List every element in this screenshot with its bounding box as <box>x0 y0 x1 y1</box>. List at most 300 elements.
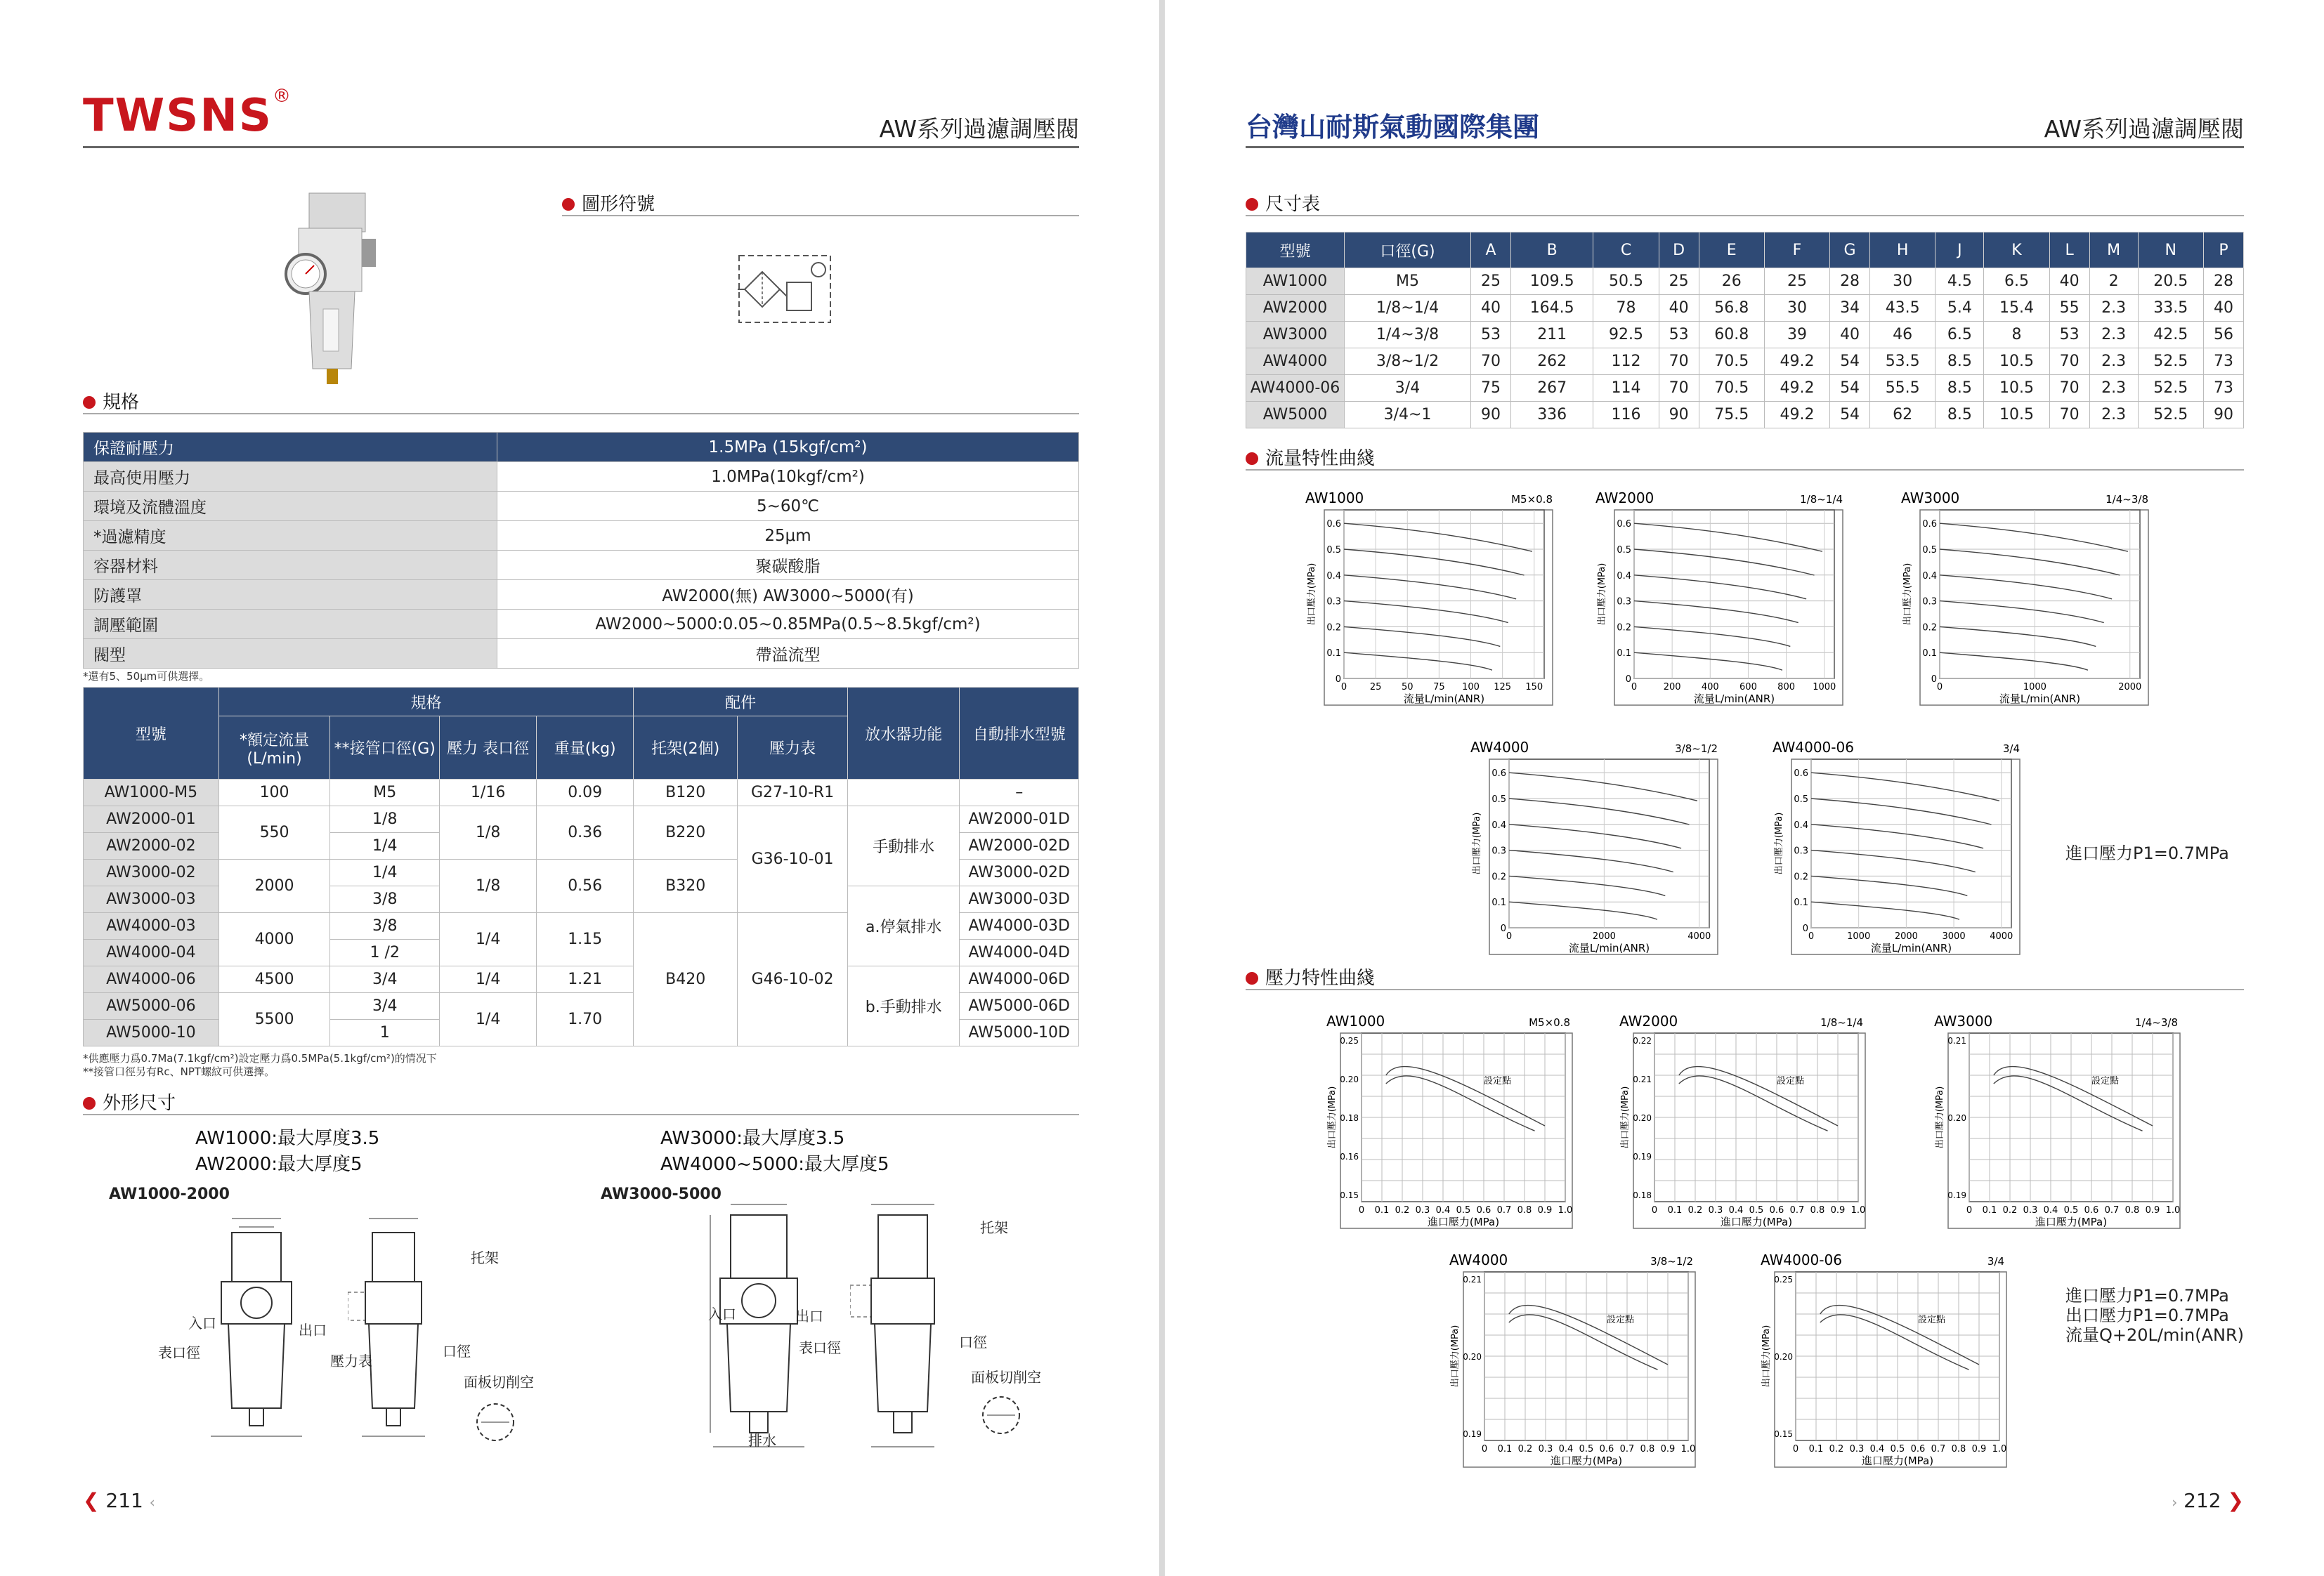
dim-col-header: H <box>1870 232 1935 268</box>
spec-table <box>83 432 1079 669</box>
x-tick-label: 125 <box>1494 682 1512 692</box>
x-tick-label: 1000 <box>1813 682 1836 692</box>
outline-rule <box>83 1114 1079 1115</box>
y-tick-label: 0.19 <box>1463 1429 1482 1439</box>
drawing-label-1: AW1000-2000 <box>109 1186 230 1203</box>
dim-cell: 40 <box>2049 268 2089 295</box>
flow-curve <box>1509 773 1697 801</box>
x-tick-label: 1.0 <box>1680 1444 1696 1454</box>
spec-value: 5~60℃ <box>497 492 1079 521</box>
spec-value: AW2000~5000:0.05~0.85MPa(0.5~8.5kgf/cm²) <box>497 610 1079 639</box>
panel-hole-icon <box>980 1394 1022 1436</box>
dim-col-header: C <box>1593 232 1659 268</box>
pressure-curve <box>1386 1076 1535 1131</box>
label-bracket-2: 托架 <box>980 1219 1008 1236</box>
y-tick-label: 0 <box>1931 674 1937 685</box>
cell-flow: 4000 <box>218 913 330 966</box>
cell-model: AW4000-03 <box>84 913 219 940</box>
y-tick-label: 0.2 <box>1617 622 1631 633</box>
cell-gauge-port: 1/4 <box>440 993 537 1046</box>
x-tick-label: 0.6 <box>1910 1444 1926 1454</box>
dim-heading: 尺寸表 <box>1246 190 1320 216</box>
y-axis-label: 出口壓力(MPa) <box>1472 812 1482 875</box>
dim-cell: AW4000-06 <box>1246 375 1345 402</box>
chart-frame <box>1340 1033 1572 1228</box>
dim-col-header: A <box>1471 232 1511 268</box>
pressure-chart-aw3000 <box>1931 1008 2183 1236</box>
y-tick-label: 0.6 <box>1922 519 1937 530</box>
dim-cell: 70 <box>1659 348 1699 375</box>
dim-col-header: P <box>2203 232 2243 268</box>
spec-row <box>84 610 1079 639</box>
cell-auto: AW2000-02D <box>960 833 1079 860</box>
dim-col-header: D <box>1659 232 1699 268</box>
cell-model: AW4000-06 <box>84 966 219 993</box>
dim-cell: 1/4~3/8 <box>1345 322 1471 348</box>
y-tick-label: 0.20 <box>1463 1352 1482 1362</box>
brand-logo: TWSNS® <box>83 86 292 142</box>
y-tick-label: 0.21 <box>1463 1275 1482 1285</box>
thickness-aw4000: AW4000~5000:最大厚度5 <box>660 1154 889 1175</box>
pressure-chart-title: AW1000 <box>1326 1013 1385 1030</box>
chart-frame <box>1614 510 1843 705</box>
dim-cell: 2.3 <box>2089 402 2138 428</box>
y-tick-label: 0.6 <box>1617 519 1631 530</box>
dim-cell: 3/4 <box>1345 375 1471 402</box>
spec-value: 1.0MPa(10kgf/cm²) <box>497 462 1079 492</box>
x-tick-label: 0 <box>1340 682 1347 692</box>
x-tick-label: 0.8 <box>1951 1444 1966 1454</box>
cell-port: 1/8 <box>330 806 440 833</box>
x-tick-label: 0.5 <box>1890 1444 1905 1454</box>
x-tick-label: 0 <box>1506 931 1513 942</box>
flow-curve <box>1509 876 1665 895</box>
table-row <box>84 806 1079 833</box>
y-axis-label: 出口壓力(MPa) <box>1620 1086 1631 1149</box>
x-tick-label: 0.6 <box>2084 1205 2099 1216</box>
flow-curve <box>1634 575 1806 599</box>
dim-cell: 50.5 <box>1593 268 1659 295</box>
dim-cell: 60.8 <box>1699 322 1764 348</box>
x-tick-label: 50 <box>1401 682 1414 692</box>
dim-cell: AW1000 <box>1246 268 1345 295</box>
y-tick-label: 0.19 <box>1633 1152 1652 1162</box>
y-tick-label: 0.5 <box>1794 794 1808 805</box>
pressure-chart-aw4000-06 <box>1757 1247 2010 1475</box>
x-tick-label: 0.7 <box>2104 1205 2120 1216</box>
spec-key: *過濾精度 <box>84 521 497 551</box>
dim-cell: 53 <box>1659 322 1699 348</box>
y-tick-label: 0.15 <box>1774 1429 1793 1439</box>
dim-cell: 112 <box>1593 348 1659 375</box>
thickness-aw1000: AW1000:最大厚度3.5 <box>195 1128 380 1149</box>
spec-value: 1.5MPa (15kgf/cm²) <box>497 433 1079 462</box>
dim-cell: 52.5 <box>2138 402 2203 428</box>
x-tick-label: 0.8 <box>1640 1444 1655 1454</box>
y-tick-label: 0.3 <box>1922 596 1937 608</box>
chart-frame <box>1775 1272 2006 1467</box>
dim-col-header: N <box>2138 232 2203 268</box>
x-tick-label: 0.7 <box>1789 1205 1805 1216</box>
x-tick-label: 0.2 <box>1517 1444 1533 1454</box>
flow-curve <box>1509 799 1690 825</box>
model-table <box>83 687 1079 1046</box>
dim-cell: 114 <box>1593 375 1659 402</box>
dim-col-header: M <box>2089 232 2138 268</box>
dim-cell: 116 <box>1593 402 1659 428</box>
y-tick-label: 0.20 <box>1340 1075 1359 1084</box>
flow-curve <box>1940 626 2096 646</box>
col-acc: 配件 <box>634 688 848 716</box>
y-tick-label: 0.3 <box>1617 596 1631 608</box>
dim-col-header: L <box>2049 232 2089 268</box>
dim-cell: 2.3 <box>2089 322 2138 348</box>
x-tick-label: 4000 <box>1990 931 2013 942</box>
model-note-1: *供應壓力爲0.7Ma(7.1kgf/cm²)設定壓力爲0.5MPa(5.1kgf/cm²)的情况下 <box>83 1052 437 1065</box>
dim-cell: AW3000 <box>1246 322 1345 348</box>
dim-cell: 211 <box>1510 322 1593 348</box>
cell-model: AW4000-04 <box>84 940 219 966</box>
spec-value: 聚碳酸脂 <box>497 551 1079 580</box>
label-inlet-2: 入口 <box>708 1306 736 1322</box>
outline-heading: 外形尺寸 <box>83 1089 176 1115</box>
label-port-1: 口徑 <box>443 1343 471 1360</box>
dim-cell: 70 <box>2049 348 2089 375</box>
x-tick-label: 0.7 <box>1496 1205 1512 1216</box>
x-tick-label: 1.0 <box>1850 1205 1866 1216</box>
dim-cell: 4.5 <box>1935 268 1984 295</box>
header-rule-right <box>1246 146 2244 148</box>
x-tick-label: 0.5 <box>1579 1444 1594 1454</box>
flow-curve <box>1634 549 1815 575</box>
col-auto: 自動排水型號 <box>960 688 1079 780</box>
dim-rule <box>1246 215 2244 216</box>
x-tick-label: 0.6 <box>1599 1444 1614 1454</box>
y-tick-label: 0.1 <box>1617 648 1631 659</box>
product-photo <box>278 190 383 393</box>
col-gauge: 壓力表 <box>738 716 848 780</box>
y-tick-label: 0.1 <box>1794 898 1808 909</box>
flow-curve <box>1940 523 2128 551</box>
spec-key: 保證耐壓力 <box>84 433 497 462</box>
x-tick-label: 0.6 <box>1769 1205 1784 1216</box>
flow-curve <box>1811 799 1992 825</box>
flow-rule <box>1246 469 2244 471</box>
dim-col-header: 型號 <box>1246 232 1345 268</box>
dim-cell: 90 <box>1659 402 1699 428</box>
flow-chart-title: AW4000 <box>1470 739 1529 756</box>
pressure-curve <box>1679 1076 1828 1131</box>
dim-cell: 49.2 <box>1764 348 1829 375</box>
dim-cell: 73 <box>2203 348 2243 375</box>
table-row <box>1246 295 2244 322</box>
left-page <box>0 0 1159 1576</box>
dim-cell: 62 <box>1870 402 1935 428</box>
col-flow: *額定流量(L/min) <box>218 716 330 780</box>
x-tick-label: 0 <box>1631 682 1638 692</box>
spec-key: 防護罩 <box>84 580 497 610</box>
dim-cell: 75.5 <box>1699 402 1764 428</box>
cell-weight: 1.15 <box>537 913 634 966</box>
x-tick-label: 0.8 <box>1810 1205 1825 1216</box>
dim-cell: 55.5 <box>1870 375 1935 402</box>
x-tick-label: 0.3 <box>2023 1205 2038 1216</box>
x-tick-label: 0.9 <box>1537 1205 1553 1216</box>
x-tick-label: 1.0 <box>1992 1444 2007 1454</box>
dim-cell: 5.4 <box>1935 295 1984 322</box>
x-tick-label: 0.1 <box>1497 1444 1513 1454</box>
cell-weight: 1.21 <box>537 966 634 993</box>
dim-cell: 70 <box>2049 375 2089 402</box>
x-tick-label: 0 <box>1808 931 1815 942</box>
flow-chart-aw2000 <box>1592 485 1848 716</box>
cell-flow: 2000 <box>218 860 330 913</box>
chart-frame <box>1920 510 2148 705</box>
flow-curve <box>1509 825 1681 848</box>
col-spec: 規格 <box>218 688 633 716</box>
x-tick-label: 0.4 <box>1558 1444 1574 1454</box>
dim-cell: 49.2 <box>1764 402 1829 428</box>
x-tick-label: 600 <box>1739 682 1757 692</box>
y-axis-label: 出口壓力(MPa) <box>1597 563 1607 626</box>
flow-curve <box>1344 575 1516 599</box>
y-axis-label: 出口壓力(MPa) <box>1307 563 1317 626</box>
label-panel-1: 面板切削空 <box>464 1374 534 1391</box>
dim-cell: 6.5 <box>1935 322 1984 348</box>
flow-curve <box>1811 851 1976 872</box>
x-axis-label: 進口壓力(MPa) <box>1861 1454 1934 1467</box>
label-outlet-1: 出口 <box>299 1322 327 1339</box>
y-tick-label: 0.1 <box>1326 648 1341 659</box>
cell-weight: 0.09 <box>537 780 634 806</box>
y-tick-label: 0.6 <box>1794 768 1808 780</box>
set-point-label: 設定點 <box>1777 1076 1805 1086</box>
dim-cell: 25 <box>1764 268 1829 295</box>
set-point-label: 設定點 <box>2091 1076 2120 1086</box>
cell-auto: AW5000-10D <box>960 1020 1079 1046</box>
y-tick-label: 0.21 <box>1633 1075 1652 1084</box>
spec-value: 25μm <box>497 521 1079 551</box>
x-tick-label: 0.2 <box>2002 1205 2018 1216</box>
y-tick-label: 0.2 <box>1922 622 1937 633</box>
chart-frame <box>1489 759 1718 954</box>
cell-gauge-port: 1/16 <box>440 780 537 806</box>
pressure-chart-port: 1/8~1/4 <box>1820 1016 1863 1029</box>
y-tick-label: 0.2 <box>1326 622 1341 633</box>
set-point-label: 設定點 <box>1484 1076 1512 1086</box>
cell-port: 3/4 <box>330 966 440 993</box>
press-note-2: 出口壓力P1=0.7MPa <box>2065 1306 2229 1325</box>
header-title: AW系列過濾調壓閥 <box>879 115 1079 143</box>
y-tick-label: 0.15 <box>1340 1190 1359 1200</box>
dim-cell: 49.2 <box>1764 375 1829 402</box>
pressure-chart-title: AW4000 <box>1449 1252 1508 1268</box>
x-tick-label: 1.0 <box>2165 1205 2181 1216</box>
dim-cell: 10.5 <box>1984 402 2049 428</box>
cell-drain: a.停氣排水 <box>848 886 960 966</box>
dim-cell: 30 <box>1870 268 1935 295</box>
cell-port: M5 <box>330 780 440 806</box>
x-tick-label: 100 <box>1462 682 1480 692</box>
dim-col-header: K <box>1984 232 2049 268</box>
page-number-left: ❮ 211 ‹ <box>83 1489 155 1512</box>
spec-row <box>84 521 1079 551</box>
y-tick-label: 0 <box>1802 924 1808 934</box>
dim-cell: 2.3 <box>2089 348 2138 375</box>
dim-cell: 1/8~1/4 <box>1345 295 1471 322</box>
cell-port: 3/4 <box>330 993 440 1020</box>
y-axis-label: 出口壓力(MPa) <box>1774 812 1784 875</box>
cell-bracket: B420 <box>634 913 738 1046</box>
col-port: **接管口徑(G) <box>330 716 440 780</box>
flow-chart-aw3000 <box>1898 485 2154 716</box>
dim-cell: 28 <box>1830 268 1870 295</box>
dim-cell: 262 <box>1510 348 1593 375</box>
x-tick-label: 150 <box>1525 682 1543 692</box>
y-tick-label: 0.5 <box>1617 545 1631 556</box>
bullet-icon <box>83 396 96 409</box>
dim-col-header: F <box>1764 232 1829 268</box>
drawing-label-2: AW3000-5000 <box>601 1186 722 1203</box>
x-tick-label: 0.6 <box>1476 1205 1491 1216</box>
label-outlet-2: 出口 <box>795 1308 823 1325</box>
y-tick-label: 0.20 <box>1633 1113 1652 1123</box>
x-tick-label: 0 <box>1966 1205 1973 1216</box>
spec-key: 最高使用壓力 <box>84 462 497 492</box>
x-tick-label: 0.3 <box>1849 1444 1865 1454</box>
dim-cell: 75 <box>1471 375 1511 402</box>
y-tick-label: 0.1 <box>1491 898 1506 909</box>
cell-auto: AW3000-03D <box>960 886 1079 913</box>
dim-cell: 20.5 <box>2138 268 2203 295</box>
y-axis-label: 出口壓力(MPa) <box>1450 1325 1461 1388</box>
header-title-right: AW系列過濾調壓閥 <box>2044 115 2244 143</box>
dim-cell: 54 <box>1830 348 1870 375</box>
x-tick-label: 0.1 <box>1982 1205 1997 1216</box>
chart-frame <box>1948 1033 2180 1228</box>
label-port-2: 口徑 <box>959 1334 987 1351</box>
y-tick-label: 0.4 <box>1794 820 1808 831</box>
dim-cell: 40 <box>1471 295 1511 322</box>
flow-chart-aw4000-06 <box>1769 734 2025 966</box>
dim-cell: 28 <box>2203 268 2243 295</box>
flow-curve <box>1634 626 1790 646</box>
y-tick-label: 0.18 <box>1340 1113 1359 1123</box>
flow-curve <box>1811 876 1967 895</box>
press-note-3: 流量Q+20L/min(ANR) <box>2065 1325 2245 1345</box>
dim-cell: 6.5 <box>1984 268 2049 295</box>
x-axis-label: 流量L/min(ANR) <box>1999 692 2081 705</box>
flow-curve <box>1344 601 1508 623</box>
set-point-label: 設定點 <box>1918 1315 1946 1325</box>
dim-cell: 336 <box>1510 402 1593 428</box>
cell-gauge-port: 1/8 <box>440 806 537 860</box>
flow-note: 進口壓力P1=0.7MPa <box>2065 843 2229 863</box>
spec-row <box>84 580 1079 610</box>
cell-flow: 550 <box>218 806 330 860</box>
spec-value: 帶溢流型 <box>497 639 1079 669</box>
y-tick-label: 0.25 <box>1340 1036 1359 1046</box>
pressure-chart-aw1000 <box>1323 1008 1576 1236</box>
col-model: 型號 <box>84 688 219 780</box>
x-tick-label: 200 <box>1663 682 1681 692</box>
press-heading: 壓力特性曲綫 <box>1246 964 1375 990</box>
cell-model: AW1000-M5 <box>84 780 219 806</box>
dim-cell: 15.4 <box>1984 295 2049 322</box>
y-tick-label: 0.21 <box>1947 1036 1966 1046</box>
table-row <box>1246 322 2244 348</box>
x-tick-label: 1000 <box>1847 931 1871 942</box>
label-drain: 排水 <box>748 1432 776 1449</box>
flow-chart-title: AW2000 <box>1595 490 1654 506</box>
cell-gauge: G46-10-02 <box>738 913 848 1046</box>
y-tick-label: 0.2 <box>1794 872 1808 883</box>
spec-rule <box>83 413 1079 414</box>
dim-cell: 164.5 <box>1510 295 1593 322</box>
cell-bracket: B320 <box>634 860 738 913</box>
cell-drain: b.手動排水 <box>848 966 960 1046</box>
dim-cell: 3/4~1 <box>1345 402 1471 428</box>
pressure-chart-title: AW4000-06 <box>1761 1252 1842 1268</box>
dim-cell: 8.5 <box>1935 375 1984 402</box>
table-row <box>1246 375 2244 402</box>
spec-row <box>84 551 1079 580</box>
label-inlet-1: 入口 <box>188 1315 216 1332</box>
x-tick-label: 0.2 <box>1395 1205 1410 1216</box>
x-tick-label: 0.5 <box>2063 1205 2079 1216</box>
label-gauge-1: 壓力表 <box>330 1353 372 1370</box>
symbol-rule <box>562 215 1079 216</box>
dim-cell: 8 <box>1984 322 2049 348</box>
spec-row <box>84 492 1079 521</box>
label-gauge-port-2: 表口徑 <box>799 1339 841 1356</box>
flow-curve <box>1344 549 1525 575</box>
chart-frame <box>1791 759 2020 954</box>
x-tick-label: 0.1 <box>1374 1205 1390 1216</box>
spec-value: AW2000(無) AW3000~5000(有) <box>497 580 1079 610</box>
chart-frame <box>1324 510 1553 705</box>
col-weight: 重量(kg) <box>537 716 634 780</box>
x-tick-label: 75 <box>1433 682 1445 692</box>
dim-cell: 56 <box>2203 322 2243 348</box>
x-tick-label: 0.4 <box>1435 1205 1451 1216</box>
plot-area <box>1811 759 2011 928</box>
company-name: 台灣山耐斯氣動國際集團 <box>1246 112 1540 143</box>
y-tick-label: 0.20 <box>1947 1113 1966 1123</box>
x-axis-label: 進口壓力(MPa) <box>1550 1454 1623 1467</box>
flow-curve <box>1811 773 1999 801</box>
cell-flow: 5500 <box>218 993 330 1046</box>
flow-curve <box>1940 575 2112 599</box>
y-axis-label: 出口壓力(MPa) <box>1902 563 1913 626</box>
x-axis-label: 流量L/min(ANR) <box>1870 942 1952 954</box>
table-row <box>1246 268 2244 295</box>
y-tick-label: 0 <box>1625 674 1631 685</box>
cell-model: AW2000-02 <box>84 833 219 860</box>
flow-heading: 流量特性曲綫 <box>1246 444 1375 470</box>
x-tick-label: 1.0 <box>1558 1205 1573 1216</box>
y-tick-label: 0.3 <box>1491 846 1506 857</box>
x-axis-label: 進口壓力(MPa) <box>1427 1216 1500 1228</box>
flow-curve <box>1344 626 1500 646</box>
cell-model: AW5000-10 <box>84 1020 219 1046</box>
y-tick-label: 0.3 <box>1326 596 1341 608</box>
label-gauge-port-1: 表口徑 <box>158 1344 200 1361</box>
x-tick-label: 0.4 <box>1869 1444 1885 1454</box>
cell-port: 3/8 <box>330 913 440 940</box>
y-tick-label: 0.25 <box>1774 1275 1793 1285</box>
x-tick-label: 0 <box>1792 1444 1799 1454</box>
